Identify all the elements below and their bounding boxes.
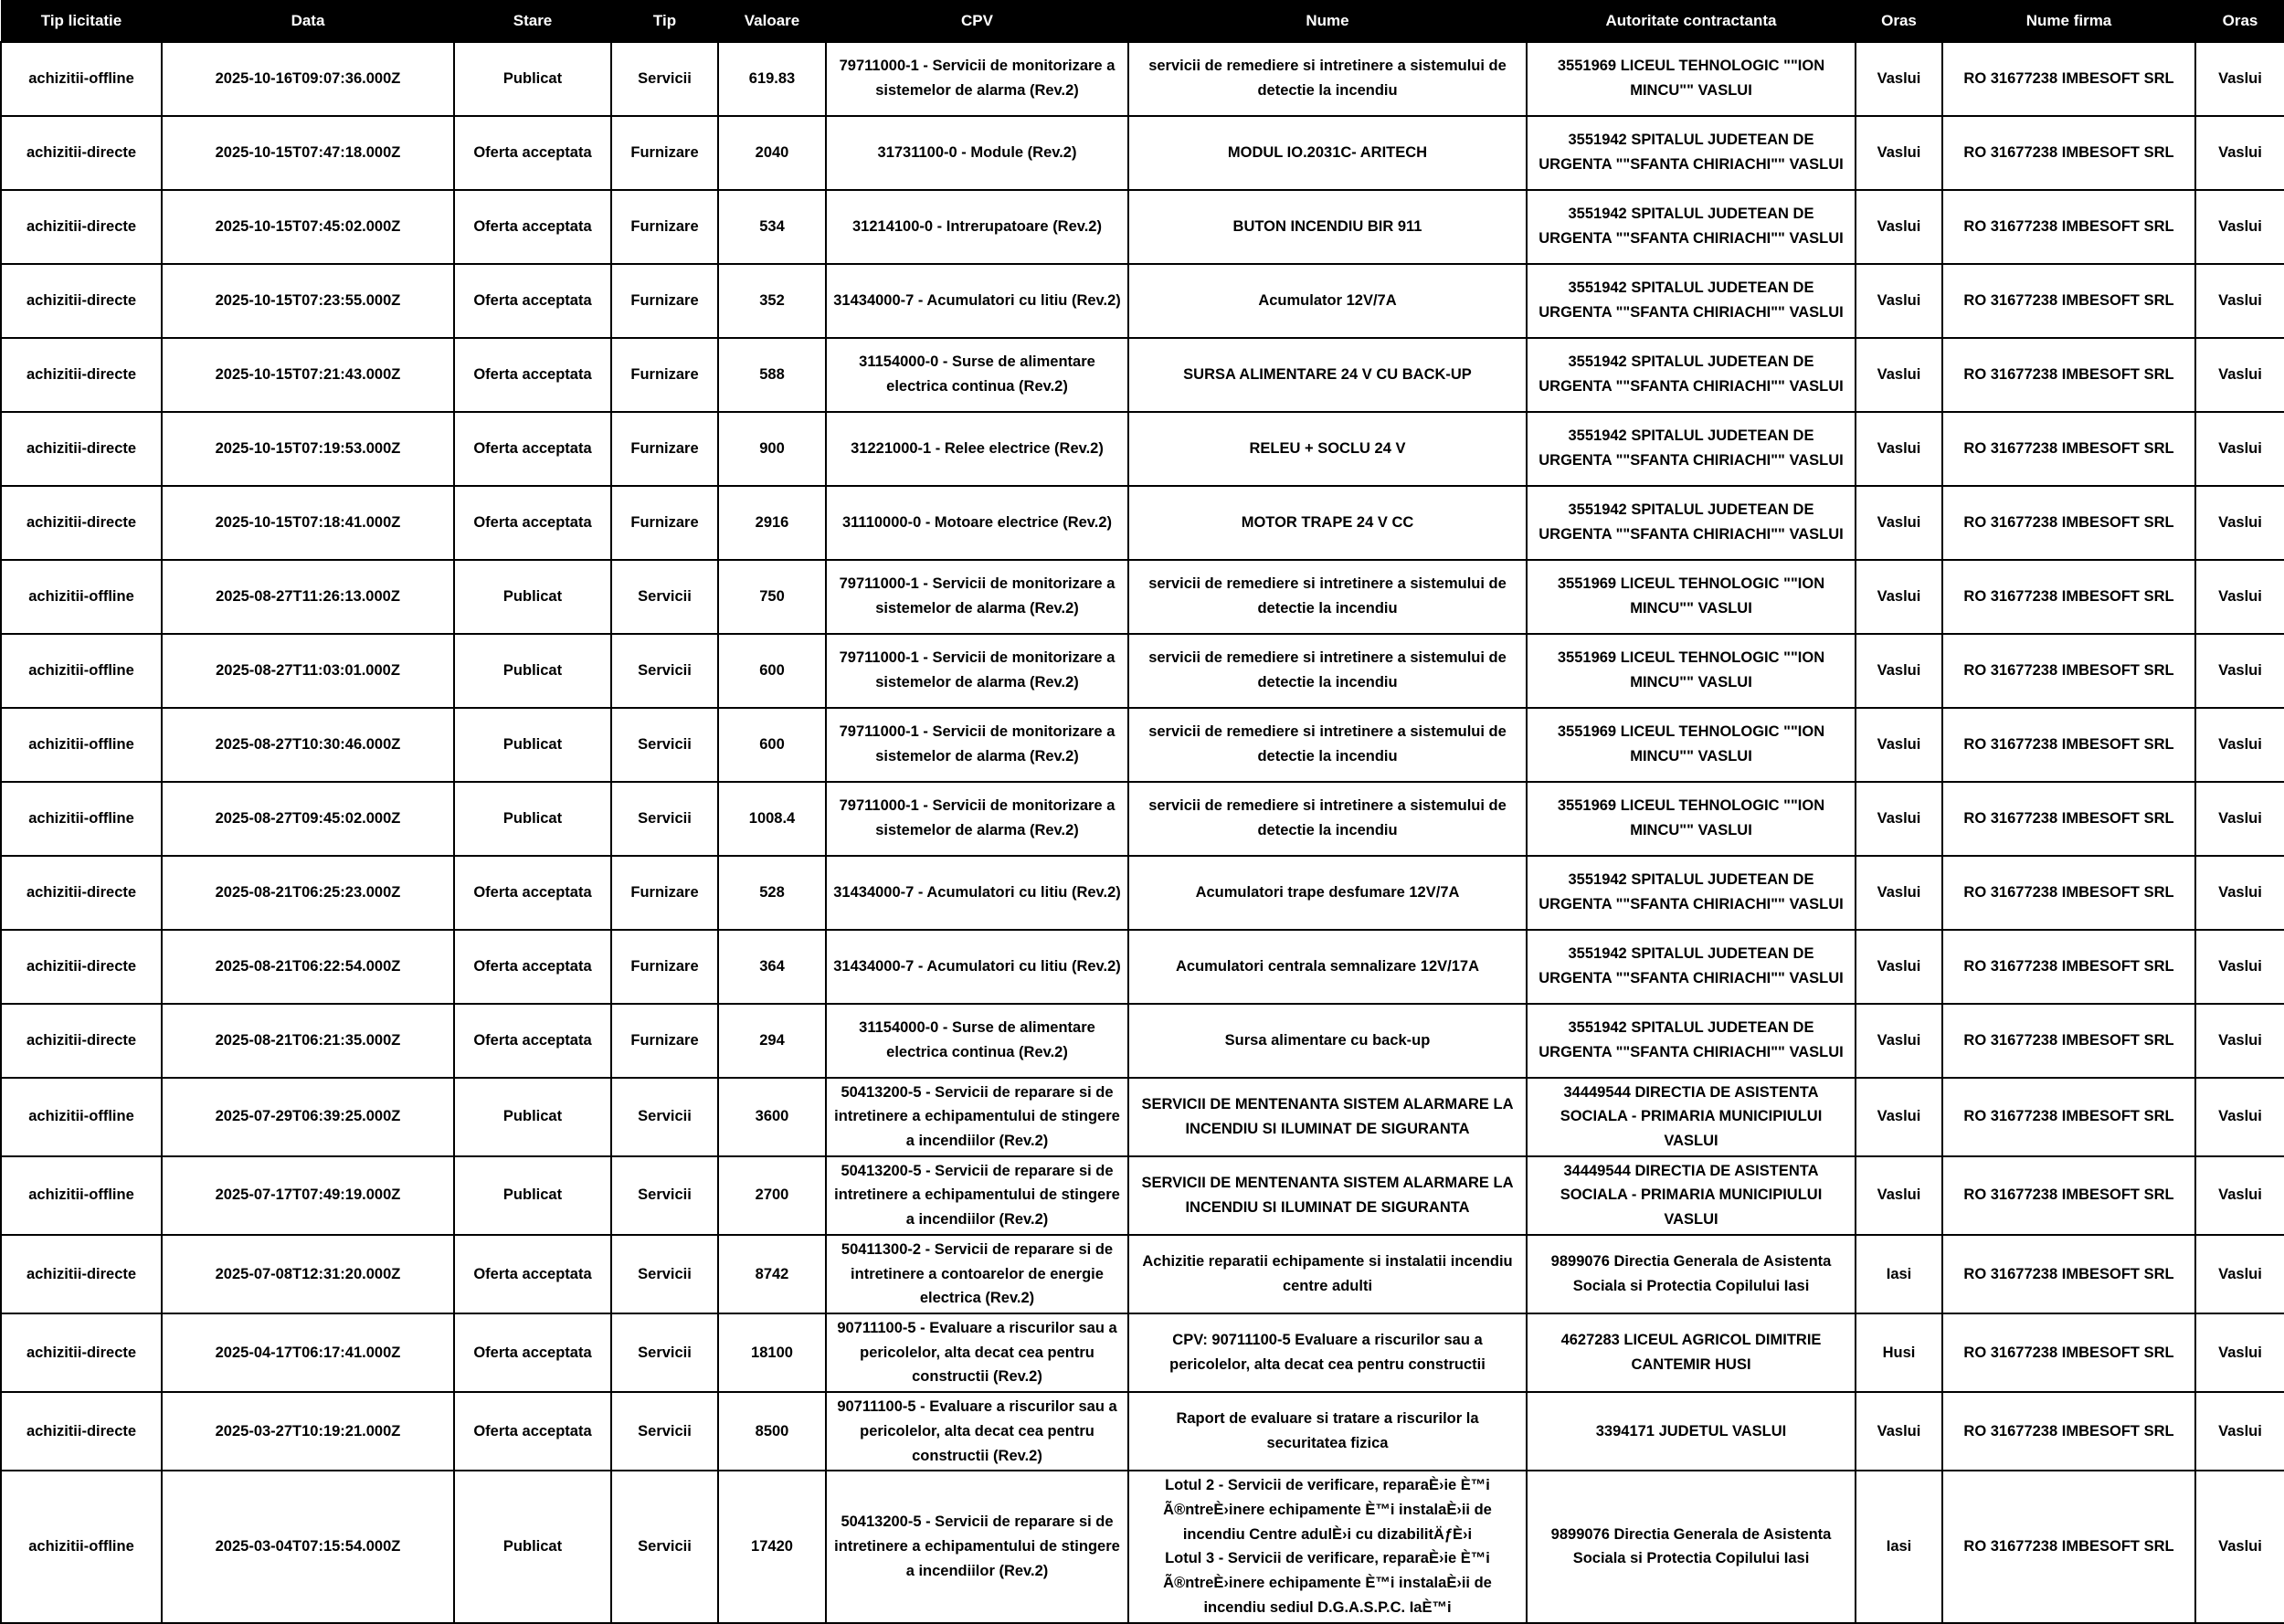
- cell-data: 2025-07-29T06:39:25.000Z: [162, 1078, 454, 1156]
- cell-oras-firma: Vaslui: [2195, 190, 2284, 264]
- cell-data: 2025-07-17T07:49:19.000Z: [162, 1156, 454, 1235]
- cell-tip-licitatie: achizitii-directe: [1, 412, 162, 486]
- cell-tip: Servicii: [611, 634, 718, 708]
- cell-autoritate: 3551942 SPITALUL JUDETEAN DE URGENTA ""SFANTA CHIRIACHI"" VASLUI: [1527, 856, 1856, 930]
- cell-nume-firma: RO 31677238 IMBESOFT SRL: [1942, 42, 2195, 116]
- cell-cpv: 31154000-0 - Surse de alimentare electrica continua (Rev.2): [826, 338, 1128, 412]
- cell-nume: SURSA ALIMENTARE 24 V CU BACK-UP: [1128, 338, 1527, 412]
- cell-data: 2025-08-27T11:26:13.000Z: [162, 560, 454, 634]
- cell-tip-licitatie: achizitii-offline: [1, 708, 162, 782]
- cell-nume-firma: RO 31677238 IMBESOFT SRL: [1942, 856, 2195, 930]
- cell-data: 2025-10-15T07:21:43.000Z: [162, 338, 454, 412]
- cell-nume: Raport de evaluare si tratare a riscurilor la securitatea fizica: [1128, 1392, 1527, 1471]
- cell-cpv: 79711000-1 - Servicii de monitorizare a sistemelor de alarma (Rev.2): [826, 708, 1128, 782]
- header-nume[interactable]: Nume: [1128, 1, 1527, 42]
- cell-data: 2025-10-15T07:18:41.000Z: [162, 486, 454, 560]
- table-row[interactable]: [1, 560, 2284, 634]
- cell-oras-firma: Vaslui: [2195, 1078, 2284, 1156]
- cell-data: 2025-08-27T09:45:02.000Z: [162, 782, 454, 856]
- cell-nume-firma: RO 31677238 IMBESOFT SRL: [1942, 116, 2195, 190]
- cell-nume: servicii de remediere si intretinere a sistemului de detectie la incendiu: [1128, 42, 1527, 116]
- cell-stare: Oferta acceptata: [454, 264, 611, 338]
- table-row[interactable]: [1, 116, 2284, 190]
- cell-valoare: 1008.4: [718, 782, 826, 856]
- table-row[interactable]: [1, 1392, 2284, 1471]
- header-oras[interactable]: Oras: [1856, 1, 1942, 42]
- cell-nume-firma: RO 31677238 IMBESOFT SRL: [1942, 190, 2195, 264]
- cell-cpv: 79711000-1 - Servicii de monitorizare a sistemelor de alarma (Rev.2): [826, 782, 1128, 856]
- header-oras-firma[interactable]: Oras: [2195, 1, 2284, 42]
- header-tip[interactable]: Tip: [611, 1, 718, 42]
- cell-nume-firma: RO 31677238 IMBESOFT SRL: [1942, 1004, 2195, 1078]
- cell-oras: Vaslui: [1856, 782, 1942, 856]
- table-row[interactable]: [1, 338, 2284, 412]
- cell-tip-licitatie: achizitii-offline: [1, 634, 162, 708]
- cell-valoare: 600: [718, 708, 826, 782]
- cell-tip: Servicii: [611, 782, 718, 856]
- cell-stare: Oferta acceptata: [454, 856, 611, 930]
- cell-stare: Oferta acceptata: [454, 190, 611, 264]
- cell-oras: Vaslui: [1856, 116, 1942, 190]
- cell-nume-firma: RO 31677238 IMBESOFT SRL: [1942, 412, 2195, 486]
- cell-cpv: 79711000-1 - Servicii de monitorizare a sistemelor de alarma (Rev.2): [826, 634, 1128, 708]
- cell-cpv: 31434000-7 - Acumulatori cu litiu (Rev.2): [826, 930, 1128, 1004]
- cell-valoare: 8500: [718, 1392, 826, 1471]
- table-row[interactable]: [1, 486, 2284, 560]
- cell-oras: Vaslui: [1856, 42, 1942, 116]
- cell-tip-licitatie: achizitii-offline: [1, 1471, 162, 1622]
- cell-cpv: 90711100-5 - Evaluare a riscurilor sau a pericolelor, alta decat cea pentru constructii (Rev.2): [826, 1392, 1128, 1471]
- cell-oras: Vaslui: [1856, 338, 1942, 412]
- cell-nume: Acumulator 12V/7A: [1128, 264, 1527, 338]
- cell-data: 2025-08-27T11:03:01.000Z: [162, 634, 454, 708]
- cell-oras-firma: Vaslui: [2195, 634, 2284, 708]
- cell-autoritate: 3551969 LICEUL TEHNOLOGIC ""ION MINCU"" VASLUI: [1527, 782, 1856, 856]
- cell-data: 2025-03-27T10:19:21.000Z: [162, 1392, 454, 1471]
- cell-cpv: 90711100-5 - Evaluare a riscurilor sau a pericolelor, alta decat cea pentru constructii (Rev.2): [826, 1313, 1128, 1392]
- cell-cpv: 31221000-1 - Relee electrice (Rev.2): [826, 412, 1128, 486]
- cell-oras: Iasi: [1856, 1235, 1942, 1313]
- table-row[interactable]: [1, 634, 2284, 708]
- header-valoare[interactable]: Valoare: [718, 1, 826, 42]
- cell-tip-licitatie: achizitii-directe: [1, 1392, 162, 1471]
- cell-autoritate: 3551942 SPITALUL JUDETEAN DE URGENTA ""SFANTA CHIRIACHI"" VASLUI: [1527, 338, 1856, 412]
- header-stare[interactable]: Stare: [454, 1, 611, 42]
- cell-data: 2025-10-15T07:45:02.000Z: [162, 190, 454, 264]
- cell-tip: Servicii: [611, 708, 718, 782]
- cell-cpv: 31154000-0 - Surse de alimentare electrica continua (Rev.2): [826, 1004, 1128, 1078]
- cell-valoare: 588: [718, 338, 826, 412]
- cell-oras-firma: Vaslui: [2195, 338, 2284, 412]
- cell-data: 2025-10-15T07:19:53.000Z: [162, 412, 454, 486]
- cell-nume-firma: RO 31677238 IMBESOFT SRL: [1942, 560, 2195, 634]
- cell-tip: Furnizare: [611, 190, 718, 264]
- table-row[interactable]: [1, 856, 2284, 930]
- header-nume-firma[interactable]: Nume firma: [1942, 1, 2195, 42]
- header-cpv[interactable]: CPV: [826, 1, 1128, 42]
- cell-cpv: 50413200-5 - Servicii de reparare si de intretinere a echipamentului de stingere a incendiilor (Rev.2): [826, 1471, 1128, 1622]
- cell-oras: Vaslui: [1856, 1078, 1942, 1156]
- cell-stare: Publicat: [454, 782, 611, 856]
- cell-data: 2025-08-21T06:25:23.000Z: [162, 856, 454, 930]
- cell-tip-licitatie: achizitii-offline: [1, 1156, 162, 1235]
- cell-autoritate: 3551969 LICEUL TEHNOLOGIC ""ION MINCU"" VASLUI: [1527, 708, 1856, 782]
- table-row[interactable]: [1, 1235, 2284, 1313]
- cell-stare: Publicat: [454, 1156, 611, 1235]
- cell-nume: Lotul 2 - Servicii de verificare, reparaÈ›ie È™i Ã®ntreÈ›inere echipamente È™i instalaÈ›ii de incendiu Centre adulÈ›i cu dizabilitÄƒÈ›i Lotul 3 - Servicii de verificare, reparaÈ›ie È™i Ã®ntreÈ›inere echipamente È™i instalaÈ›ii de incendiu sediul D.G.A.S.P.C. IaÈ™i: [1128, 1471, 1527, 1622]
- cell-oras-firma: Vaslui: [2195, 708, 2284, 782]
- cell-nume: servicii de remediere si intretinere a sistemului de detectie la incendiu: [1128, 560, 1527, 634]
- table-row[interactable]: [1, 1004, 2284, 1078]
- cell-autoritate: 3551942 SPITALUL JUDETEAN DE URGENTA ""SFANTA CHIRIACHI"" VASLUI: [1527, 1004, 1856, 1078]
- table-row[interactable]: [1, 782, 2284, 856]
- cell-nume: MODUL IO.2031C- ARITECH: [1128, 116, 1527, 190]
- cell-oras: Vaslui: [1856, 190, 1942, 264]
- cell-tip-licitatie: achizitii-directe: [1, 486, 162, 560]
- cell-tip: Servicii: [611, 1235, 718, 1313]
- cell-tip: Furnizare: [611, 116, 718, 190]
- cell-cpv: 79711000-1 - Servicii de monitorizare a sistemelor de alarma (Rev.2): [826, 42, 1128, 116]
- cell-oras-firma: Vaslui: [2195, 412, 2284, 486]
- cell-oras: Vaslui: [1856, 560, 1942, 634]
- cell-oras-firma: Vaslui: [2195, 560, 2284, 634]
- cell-cpv: 79711000-1 - Servicii de monitorizare a sistemelor de alarma (Rev.2): [826, 560, 1128, 634]
- cell-valoare: 18100: [718, 1313, 826, 1392]
- cell-stare: Publicat: [454, 560, 611, 634]
- cell-oras: Vaslui: [1856, 634, 1942, 708]
- cell-autoritate: 9899076 Directia Generala de Asistenta Sociala si Protectia Copilului Iasi: [1527, 1471, 1856, 1622]
- cell-tip-licitatie: achizitii-offline: [1, 1078, 162, 1156]
- cell-nume: RELEU + SOCLU 24 V: [1128, 412, 1527, 486]
- cell-autoritate: 3551942 SPITALUL JUDETEAN DE URGENTA ""SFANTA CHIRIACHI"" VASLUI: [1527, 486, 1856, 560]
- cell-tip-licitatie: achizitii-directe: [1, 856, 162, 930]
- cell-nume: MOTOR TRAPE 24 V CC: [1128, 486, 1527, 560]
- cell-stare: Oferta acceptata: [454, 486, 611, 560]
- cell-nume-firma: RO 31677238 IMBESOFT SRL: [1942, 782, 2195, 856]
- cell-cpv: 31434000-7 - Acumulatori cu litiu (Rev.2): [826, 264, 1128, 338]
- cell-tip-licitatie: achizitii-offline: [1, 560, 162, 634]
- cell-autoritate: 3551942 SPITALUL JUDETEAN DE URGENTA ""SFANTA CHIRIACHI"" VASLUI: [1527, 412, 1856, 486]
- cell-oras: Vaslui: [1856, 486, 1942, 560]
- cell-valoare: 528: [718, 856, 826, 930]
- table-row[interactable]: [1, 1078, 2284, 1156]
- cell-valoare: 17420: [718, 1471, 826, 1622]
- cell-tip-licitatie: achizitii-directe: [1, 338, 162, 412]
- cell-oras: Vaslui: [1856, 412, 1942, 486]
- cell-data: 2025-08-21T06:22:54.000Z: [162, 930, 454, 1004]
- cell-nume-firma: RO 31677238 IMBESOFT SRL: [1942, 634, 2195, 708]
- table-row[interactable]: [1, 1156, 2284, 1235]
- cell-autoritate: 3551969 LICEUL TEHNOLOGIC ""ION MINCU"" VASLUI: [1527, 634, 1856, 708]
- cell-cpv: 31214100-0 - Intrerupatoare (Rev.2): [826, 190, 1128, 264]
- cell-autoritate: 4627283 LICEUL AGRICOL DIMITRIE CANTEMIR HUSI: [1527, 1313, 1856, 1392]
- cell-autoritate: 3551942 SPITALUL JUDETEAN DE URGENTA ""SFANTA CHIRIACHI"" VASLUI: [1527, 190, 1856, 264]
- cell-tip-licitatie: achizitii-directe: [1, 116, 162, 190]
- cell-oras-firma: Vaslui: [2195, 1392, 2284, 1471]
- table-row[interactable]: [1, 412, 2284, 486]
- cell-oras: Vaslui: [1856, 856, 1942, 930]
- cell-tip-licitatie: achizitii-directe: [1, 264, 162, 338]
- cell-tip-licitatie: achizitii-directe: [1, 1004, 162, 1078]
- cell-nume-firma: RO 31677238 IMBESOFT SRL: [1942, 1235, 2195, 1313]
- cell-nume: SERVICII DE MENTENANTA SISTEM ALARMARE LA INCENDIU SI ILUMINAT DE SIGURANTA: [1128, 1078, 1527, 1156]
- table-row[interactable]: [1, 264, 2284, 338]
- cell-oras-firma: Vaslui: [2195, 782, 2284, 856]
- cell-tip: Servicii: [611, 1313, 718, 1392]
- cell-nume: Acumulatori trape desfumare 12V/7A: [1128, 856, 1527, 930]
- table-body: [1, 42, 2284, 1623]
- cell-oras-firma: Vaslui: [2195, 42, 2284, 116]
- cell-cpv: 31731100-0 - Module (Rev.2): [826, 116, 1128, 190]
- cell-stare: Publicat: [454, 1078, 611, 1156]
- cell-data: 2025-10-16T09:07:36.000Z: [162, 42, 454, 116]
- cell-valoare: 619.83: [718, 42, 826, 116]
- header-autoritate[interactable]: Autoritate contractanta: [1527, 1, 1856, 42]
- cell-tip-licitatie: achizitii-offline: [1, 42, 162, 116]
- cell-valoare: 3600: [718, 1078, 826, 1156]
- cell-stare: Oferta acceptata: [454, 1392, 611, 1471]
- cell-autoritate: 34449544 DIRECTIA DE ASISTENTA SOCIALA - PRIMARIA MUNICIPIULUI VASLUI: [1527, 1078, 1856, 1156]
- cell-nume: BUTON INCENDIU BIR 911: [1128, 190, 1527, 264]
- cell-oras: Iasi: [1856, 1471, 1942, 1622]
- cell-autoritate: 3551969 LICEUL TEHNOLOGIC ""ION MINCU"" VASLUI: [1527, 42, 1856, 116]
- cell-tip: Servicii: [611, 560, 718, 634]
- cell-nume-firma: RO 31677238 IMBESOFT SRL: [1942, 338, 2195, 412]
- cell-stare: Publicat: [454, 42, 611, 116]
- cell-cpv: 50413200-5 - Servicii de reparare si de intretinere a echipamentului de stingere a incendiilor (Rev.2): [826, 1078, 1128, 1156]
- cell-tip: Servicii: [611, 1392, 718, 1471]
- cell-tip: Furnizare: [611, 1004, 718, 1078]
- cell-nume-firma: RO 31677238 IMBESOFT SRL: [1942, 1156, 2195, 1235]
- table-row[interactable]: [1, 708, 2284, 782]
- cell-oras: Husi: [1856, 1313, 1942, 1392]
- cell-oras-firma: Vaslui: [2195, 1235, 2284, 1313]
- cell-oras-firma: Vaslui: [2195, 1156, 2284, 1235]
- cell-nume: SERVICII DE MENTENANTA SISTEM ALARMARE LA INCENDIU SI ILUMINAT DE SIGURANTA: [1128, 1156, 1527, 1235]
- cell-valoare: 352: [718, 264, 826, 338]
- table-row[interactable]: [1, 1471, 2284, 1622]
- cell-cpv: 50413200-5 - Servicii de reparare si de intretinere a echipamentului de stingere a incendiilor (Rev.2): [826, 1156, 1128, 1235]
- cell-valoare: 294: [718, 1004, 826, 1078]
- cell-cpv: 31110000-0 - Motoare electrice (Rev.2): [826, 486, 1128, 560]
- cell-oras: Vaslui: [1856, 1156, 1942, 1235]
- cell-autoritate: 3551969 LICEUL TEHNOLOGIC ""ION MINCU"" VASLUI: [1527, 560, 1856, 634]
- header-data[interactable]: Data: [162, 1, 454, 42]
- cell-valoare: 2700: [718, 1156, 826, 1235]
- cell-autoritate: 3551942 SPITALUL JUDETEAN DE URGENTA ""SFANTA CHIRIACHI"" VASLUI: [1527, 264, 1856, 338]
- cell-data: 2025-03-04T07:15:54.000Z: [162, 1471, 454, 1622]
- cell-tip: Servicii: [611, 1156, 718, 1235]
- header-tip-licitatie[interactable]: Tip licitatie: [1, 1, 162, 42]
- cell-valoare: 2040: [718, 116, 826, 190]
- cell-valoare: 750: [718, 560, 826, 634]
- cell-stare: Oferta acceptata: [454, 1235, 611, 1313]
- cell-oras: Vaslui: [1856, 708, 1942, 782]
- table-row[interactable]: [1, 1313, 2284, 1392]
- cell-tip: Furnizare: [611, 856, 718, 930]
- cell-nume: servicii de remediere si intretinere a sistemului de detectie la incendiu: [1128, 782, 1527, 856]
- cell-nume: servicii de remediere si intretinere a sistemului de detectie la incendiu: [1128, 634, 1527, 708]
- cell-autoritate: 3551942 SPITALUL JUDETEAN DE URGENTA ""SFANTA CHIRIACHI"" VASLUI: [1527, 930, 1856, 1004]
- cell-data: 2025-10-15T07:47:18.000Z: [162, 116, 454, 190]
- cell-tip: Furnizare: [611, 338, 718, 412]
- cell-nume: Acumulatori centrala semnalizare 12V/17A: [1128, 930, 1527, 1004]
- cell-nume-firma: RO 31677238 IMBESOFT SRL: [1942, 708, 2195, 782]
- cell-nume-firma: RO 31677238 IMBESOFT SRL: [1942, 930, 2195, 1004]
- cell-tip-licitatie: achizitii-directe: [1, 1235, 162, 1313]
- cell-tip-licitatie: achizitii-directe: [1, 190, 162, 264]
- cell-stare: Oferta acceptata: [454, 412, 611, 486]
- cell-oras-firma: Vaslui: [2195, 116, 2284, 190]
- cell-oras-firma: Vaslui: [2195, 930, 2284, 1004]
- cell-stare: Oferta acceptata: [454, 1313, 611, 1392]
- cell-nume-firma: RO 31677238 IMBESOFT SRL: [1942, 264, 2195, 338]
- table-row[interactable]: [1, 930, 2284, 1004]
- cell-oras-firma: Vaslui: [2195, 1471, 2284, 1622]
- cell-valoare: 2916: [718, 486, 826, 560]
- cell-oras-firma: Vaslui: [2195, 1004, 2284, 1078]
- cell-autoritate: 3394171 JUDETUL VASLUI: [1527, 1392, 1856, 1471]
- cell-nume: Sursa alimentare cu back-up: [1128, 1004, 1527, 1078]
- cell-autoritate: 9899076 Directia Generala de Asistenta Sociala si Protectia Copilului Iasi: [1527, 1235, 1856, 1313]
- cell-tip: Furnizare: [611, 486, 718, 560]
- cell-oras: Vaslui: [1856, 1004, 1942, 1078]
- cell-valoare: 8742: [718, 1235, 826, 1313]
- cell-oras: Vaslui: [1856, 264, 1942, 338]
- cell-nume-firma: RO 31677238 IMBESOFT SRL: [1942, 1392, 2195, 1471]
- cell-tip: Servicii: [611, 42, 718, 116]
- header-row: [1, 1, 2284, 42]
- cell-data: 2025-08-27T10:30:46.000Z: [162, 708, 454, 782]
- cell-data: 2025-08-21T06:21:35.000Z: [162, 1004, 454, 1078]
- cell-valoare: 364: [718, 930, 826, 1004]
- cell-tip: Furnizare: [611, 264, 718, 338]
- cell-oras-firma: Vaslui: [2195, 264, 2284, 338]
- cell-tip: Furnizare: [611, 412, 718, 486]
- cell-stare: Oferta acceptata: [454, 930, 611, 1004]
- cell-tip-licitatie: achizitii-directe: [1, 1313, 162, 1392]
- table-row[interactable]: [1, 42, 2284, 116]
- cell-oras-firma: Vaslui: [2195, 1313, 2284, 1392]
- cell-nume: servicii de remediere si intretinere a sistemului de detectie la incendiu: [1128, 708, 1527, 782]
- cell-oras: Vaslui: [1856, 1392, 1942, 1471]
- cell-tip: Servicii: [611, 1078, 718, 1156]
- cell-data: 2025-07-08T12:31:20.000Z: [162, 1235, 454, 1313]
- cell-tip: Servicii: [611, 1471, 718, 1622]
- cell-nume-firma: RO 31677238 IMBESOFT SRL: [1942, 1078, 2195, 1156]
- cell-stare: Publicat: [454, 634, 611, 708]
- cell-tip-licitatie: achizitii-directe: [1, 930, 162, 1004]
- cell-data: 2025-10-15T07:23:55.000Z: [162, 264, 454, 338]
- cell-tip: Furnizare: [611, 930, 718, 1004]
- cell-nume: CPV: 90711100-5 Evaluare a riscurilor sau a pericolelor, alta decat cea pentru constructii: [1128, 1313, 1527, 1392]
- cell-stare: Oferta acceptata: [454, 1004, 611, 1078]
- cell-stare: Publicat: [454, 1471, 611, 1622]
- cell-nume-firma: RO 31677238 IMBESOFT SRL: [1942, 1313, 2195, 1392]
- cell-autoritate: 34449544 DIRECTIA DE ASISTENTA SOCIALA - PRIMARIA MUNICIPIULUI VASLUI: [1527, 1156, 1856, 1235]
- cell-stare: Publicat: [454, 708, 611, 782]
- cell-cpv: 31434000-7 - Acumulatori cu litiu (Rev.2): [826, 856, 1128, 930]
- cell-valoare: 600: [718, 634, 826, 708]
- cell-cpv: 50411300-2 - Servicii de reparare si de intretinere a contoarelor de energie electrica (Rev.2): [826, 1235, 1128, 1313]
- cell-oras-firma: Vaslui: [2195, 486, 2284, 560]
- cell-nume-firma: RO 31677238 IMBESOFT SRL: [1942, 486, 2195, 560]
- cell-tip-licitatie: achizitii-offline: [1, 782, 162, 856]
- table-row[interactable]: [1, 190, 2284, 264]
- cell-data: 2025-04-17T06:17:41.000Z: [162, 1313, 454, 1392]
- cell-nume: Achizitie reparatii echipamente si instalatii incendiu centre adulti: [1128, 1235, 1527, 1313]
- cell-valoare: 900: [718, 412, 826, 486]
- cell-oras-firma: Vaslui: [2195, 856, 2284, 930]
- cell-autoritate: 3551942 SPITALUL JUDETEAN DE URGENTA ""SFANTA CHIRIACHI"" VASLUI: [1527, 116, 1856, 190]
- cell-valoare: 534: [718, 190, 826, 264]
- cell-stare: Oferta acceptata: [454, 116, 611, 190]
- cell-stare: Oferta acceptata: [454, 338, 611, 412]
- cell-nume-firma: RO 31677238 IMBESOFT SRL: [1942, 1471, 2195, 1622]
- cell-oras: Vaslui: [1856, 930, 1942, 1004]
